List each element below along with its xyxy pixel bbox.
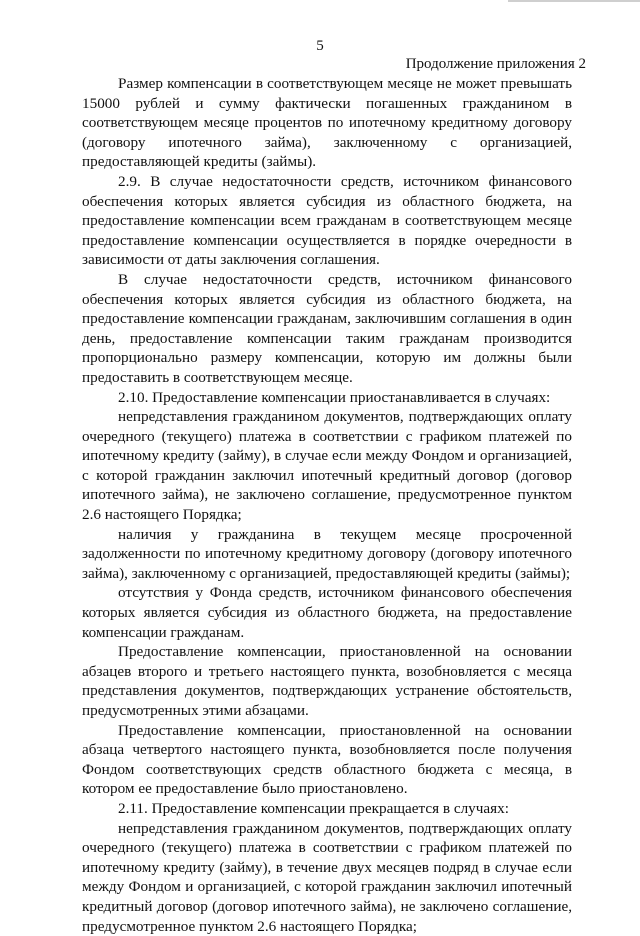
paragraph-2-10-case-3: отсутствия у Фонда средств, источником финансового обеспечения которых является субсидия из областного бюджета, на предоставление компенсации гражданам. <box>82 584 572 641</box>
paragraph-2-10-case-2: наличия у гражданина в текущем месяце просроченной задолженности по ипотечному кредитному договору (договору ипотечного займа), заключенному с организацией, предоставляющей кредиты (займы); <box>82 525 572 582</box>
paragraph-compensation-limit: Размер компенсации в соответствующем месяце не может превышать 15000 рублей и сумму фактически погашенных гражданином в соответствующем месяце процентов по ипотечному кредитному договору (договору ипотечного займа), заключенному с организацией, предоставляющей кредиты (займы). <box>82 75 572 171</box>
paragraph-resume-2: Предоставление компенсации, приостановленной на основании абзаца четвертого настоящего пункта, возобновляется после получения Фондом соответствующих средств областного бюджета с месяца, в котором ее предоставление было приостановлено. <box>82 721 572 798</box>
paragraph-2-11: 2.11. Предоставление компенсации прекращается в случаях: <box>118 799 509 817</box>
paragraph-2-11-case-1: непредставления гражданином документов, подтверждающих оплату очередного (текущего) платежа в соответствии с графиком платежей по ипотечному кредиту (займу), в течение двух месяцев подряд в случае если между Фондом и организацией, с которой гражданин заключил ипотечный кредитный договор (договор ипотечного займа), не заключено соглашение, предусмотренное пунктом 2.6 настоящего Порядка; <box>82 819 572 935</box>
paragraph-2-9: 2.9. В случае недостаточности средств, источником финансового обеспечения которых является субсидия из областного бюджета, на предоставление компенсации всем гражданам в соответствующем месяце предоставление компенсации осуществляется в порядке очередности в зависимости от даты заключения соглашения. <box>82 172 572 269</box>
paragraph-2-10-case-1: непредставления гражданином документов, подтверждающих оплату очередного (текущего) платежа в соответствии с графиком платежей по ипотечному кредиту (займу), в случае если между Фондом и организацией, с которой гражданин заключил ипотечный кредитный договор (договор ипотечного займа), не заключено соглашение, предусмотренное пунктом 2.6 настоящего Порядка; <box>82 408 572 524</box>
paragraph-proportional: В случае недостаточности средств, источником финансового обеспечения которых является субсидия из областного бюджета, на предоставление компенсации гражданам, заключившим соглашения в один день, предоставление компенсации таким гражданам производится пропорционально размеру компенсации, которую им должны были предоставить в соответствующем месяце. <box>82 270 572 386</box>
page-number: 5 <box>316 38 324 54</box>
paragraph-2-10: 2.10. Предоставление компенсации приостанавливается в случаях: <box>118 388 551 406</box>
top-edge-rule <box>508 0 640 2</box>
document-body <box>82 74 572 936</box>
paragraph-resume-1: Предоставление компенсации, приостановленной на основании абзацев второго и третьего настоящего пункта, возобновляется с месяца представления документов, подтверждающих устранение обстоятельств, предусмотренных этими абзацами. <box>82 643 572 719</box>
continuation-heading: Продолжение приложения 2 <box>405 56 586 72</box>
